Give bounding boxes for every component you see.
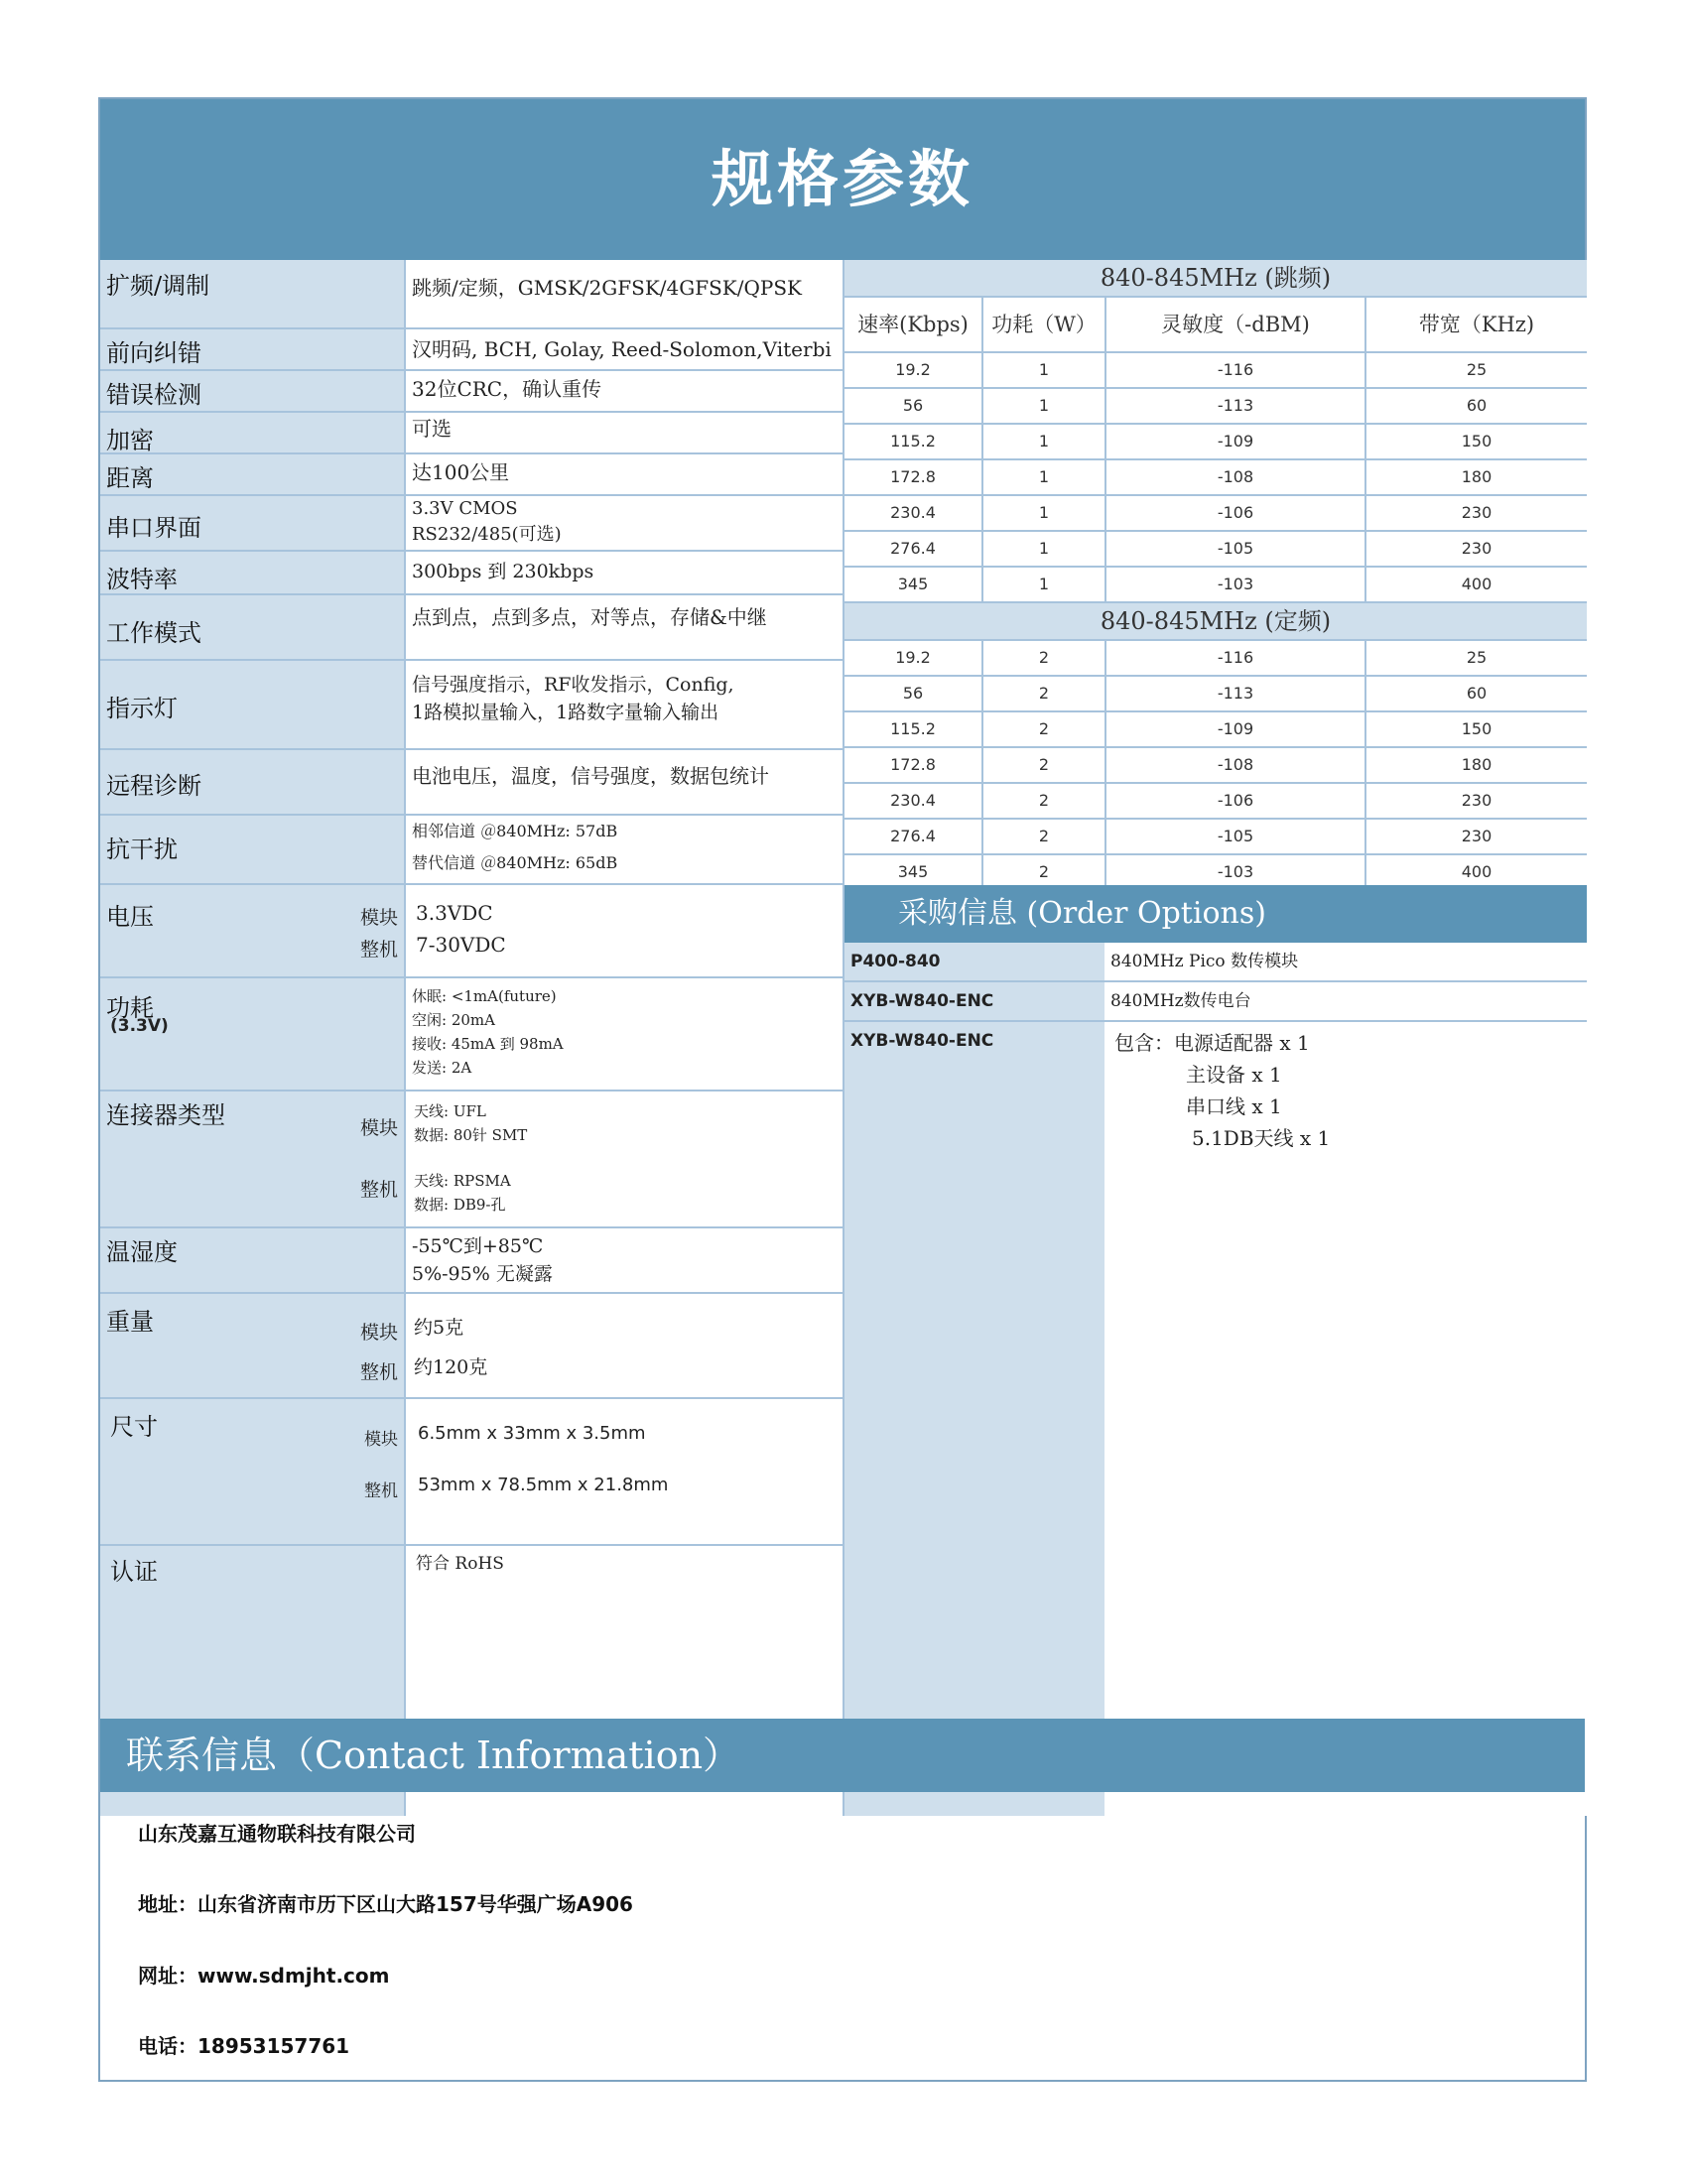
rf-table-row bbox=[844, 712, 1587, 748]
spec-value: 空闲: 20mA bbox=[412, 1011, 495, 1029]
cell-bandwidth: 60 bbox=[1364, 677, 1587, 710]
spec-value: 休眠: <1mA(future) bbox=[412, 987, 557, 1005]
cell-bandwidth: 400 bbox=[1364, 568, 1587, 601]
spec-value: 电池电压，温度，信号强度，数据包统计 bbox=[412, 764, 769, 788]
spec-value: 点到点，点到多点，对等点，存储&中继 bbox=[412, 605, 767, 629]
spec-value: 可选 bbox=[412, 417, 452, 441]
spec-row-temp bbox=[100, 1228, 843, 1294]
spec-label: 距离 bbox=[106, 464, 154, 492]
spec-sublabel: (3.3V) bbox=[110, 1016, 169, 1036]
rf-table-row bbox=[844, 460, 1587, 496]
header-sensitivity: 灵敏度（-dBM) bbox=[1104, 298, 1364, 351]
spec-value: 发送: 2A bbox=[412, 1059, 472, 1077]
cell-bandwidth: 150 bbox=[1364, 425, 1587, 458]
cell-bandwidth: 25 bbox=[1364, 641, 1587, 675]
rf-table-row bbox=[844, 784, 1587, 820]
spec-label: 错误检测 bbox=[106, 381, 201, 409]
order-row bbox=[844, 982, 1587, 1022]
cell-sensitivity: -116 bbox=[1104, 353, 1364, 387]
cell-power: 1 bbox=[981, 353, 1104, 387]
cell-bandwidth: 230 bbox=[1364, 784, 1587, 818]
order-code: XYB-W840-ENC bbox=[844, 982, 1104, 1020]
rf-table-row bbox=[844, 532, 1587, 568]
spec-row-power bbox=[100, 978, 843, 1092]
header-bandwidth: 带宽（KHz) bbox=[1364, 298, 1587, 351]
rf-table-row bbox=[844, 820, 1587, 855]
spec-label: 功耗 bbox=[106, 994, 154, 1022]
spec-row-diagnostics bbox=[100, 750, 843, 816]
order-options-title: 采购信息 (Order Options) bbox=[844, 885, 1587, 943]
module-label: 模块 bbox=[364, 1430, 398, 1450]
cell-power: 2 bbox=[981, 712, 1104, 746]
spec-value: 32位CRC，确认重传 bbox=[412, 377, 602, 401]
cell-bandwidth: 230 bbox=[1364, 532, 1587, 566]
header-rate: 速率(Kbps) bbox=[857, 313, 969, 336]
spec-value: -55℃到+85℃ bbox=[412, 1235, 544, 1257]
spec-row-connector bbox=[100, 1092, 843, 1228]
cell-rate: 115.2 bbox=[890, 432, 936, 450]
cell-power: 1 bbox=[981, 496, 1104, 530]
rf-table-row bbox=[844, 677, 1587, 712]
spec-row-mode bbox=[100, 595, 843, 661]
unit-label: 整机 bbox=[359, 939, 398, 961]
cell-bandwidth: 230 bbox=[1364, 820, 1587, 853]
spec-value: 相邻信道 ＠840MHz: 57dB bbox=[412, 822, 618, 840]
unit-label: 整机 bbox=[359, 1361, 398, 1383]
spec-value: 300bps 到 230kbps bbox=[412, 561, 594, 582]
cell-bandwidth: 25 bbox=[1364, 353, 1587, 387]
cell-power: 1 bbox=[981, 532, 1104, 566]
contact-website: 网址：www.sdmjht.com bbox=[138, 1964, 390, 1988]
spec-value: 3.3VDC bbox=[416, 901, 493, 925]
spec-label: 串口界面 bbox=[106, 514, 201, 542]
hop-table-title: 840-845MHz (跳频) bbox=[844, 260, 1587, 298]
include-item: 包含：电源适配器 x 1 bbox=[1114, 1031, 1310, 1055]
spec-row-serial bbox=[100, 496, 843, 552]
spec-row-size bbox=[100, 1399, 843, 1546]
spec-label: 指示灯 bbox=[106, 695, 178, 722]
cell-bandwidth: 230 bbox=[1364, 496, 1587, 530]
cell-power: 1 bbox=[981, 389, 1104, 423]
spec-row-indicator bbox=[100, 661, 843, 750]
spec-label: 温湿度 bbox=[106, 1238, 178, 1266]
contact-address: 地址：山东省济南市历下区山大路157号华强广场A906 bbox=[138, 1892, 633, 1916]
rf-table-row bbox=[844, 641, 1587, 677]
header-power: 功耗（W） bbox=[981, 298, 1104, 351]
order-row-includes bbox=[844, 1022, 1587, 1816]
spec-label: 抗干扰 bbox=[106, 835, 178, 863]
page-title: 规格参数 bbox=[100, 99, 1585, 260]
order-code: XYB-W840-ENC bbox=[844, 1022, 1104, 1816]
cell-sensitivity: -103 bbox=[1104, 855, 1364, 889]
spec-label: 扩频/调制 bbox=[106, 272, 210, 300]
spec-value: 数据: DB9-孔 bbox=[414, 1196, 506, 1214]
spec-label: 电压 bbox=[106, 903, 154, 931]
spec-table bbox=[100, 260, 843, 1816]
spec-row-weight bbox=[100, 1294, 843, 1399]
contact-phone: 电话：18953157761 bbox=[138, 2034, 350, 2058]
cell-power: 2 bbox=[981, 748, 1104, 782]
spec-label: 加密 bbox=[106, 427, 154, 454]
spec-value: 替代信道 ＠840MHz: 65dB bbox=[412, 853, 618, 872]
cell-bandwidth: 60 bbox=[1364, 389, 1587, 423]
cell-sensitivity: -116 bbox=[1104, 641, 1364, 675]
cell-sensitivity: -109 bbox=[1104, 712, 1364, 746]
spec-value: 汉明码, BCH, Golay, Reed-Solomon,Viterbi bbox=[412, 337, 832, 361]
order-desc: 840MHz数传电台 bbox=[1104, 982, 1587, 1020]
cell-sensitivity: -109 bbox=[1104, 425, 1364, 458]
spec-row-distance bbox=[100, 454, 843, 496]
cell-sensitivity: -103 bbox=[1104, 568, 1364, 601]
module-label: 模块 bbox=[359, 1322, 398, 1344]
spec-row-voltage bbox=[100, 885, 843, 978]
spec-value: 约120克 bbox=[414, 1356, 488, 1378]
cell-rate: 172.8 bbox=[890, 755, 936, 774]
spec-row-modulation bbox=[100, 260, 843, 329]
spec-value: 7-30VDC bbox=[416, 933, 506, 957]
cell-rate: 56 bbox=[902, 396, 924, 415]
cell-rate: 345 bbox=[897, 862, 929, 881]
cell-bandwidth: 180 bbox=[1364, 748, 1587, 782]
unit-label: 整机 bbox=[364, 1481, 398, 1501]
spec-value: 达100公里 bbox=[412, 460, 510, 484]
cell-sensitivity: -108 bbox=[1104, 460, 1364, 494]
cell-sensitivity: -113 bbox=[1104, 389, 1364, 423]
spec-row-interference bbox=[100, 816, 843, 885]
cell-power: 1 bbox=[981, 568, 1104, 601]
include-item: 串口线 x 1 bbox=[1186, 1094, 1282, 1118]
spec-value: 53mm x 78.5mm x 21.8mm bbox=[418, 1475, 669, 1495]
spec-row-error-detect bbox=[100, 371, 843, 413]
module-label: 模块 bbox=[359, 1117, 398, 1139]
order-row bbox=[844, 943, 1587, 982]
spec-value: RS232/485(可选) bbox=[412, 524, 562, 545]
spec-label: 远程诊断 bbox=[106, 772, 201, 800]
spec-value: 跳频/定频，GMSK/2GFSK/4GFSK/QPSK bbox=[412, 276, 802, 300]
spec-value: 约5克 bbox=[414, 1317, 464, 1339]
cell-rate: 276.4 bbox=[890, 539, 936, 558]
spec-value: 1路模拟量输入，1路数字量输入输出 bbox=[412, 702, 719, 723]
cell-bandwidth: 180 bbox=[1364, 460, 1587, 494]
cell-rate: 19.2 bbox=[895, 648, 931, 667]
cell-rate: 56 bbox=[902, 684, 924, 703]
cell-rate: 345 bbox=[897, 575, 929, 593]
spec-label: 连接器类型 bbox=[106, 1101, 225, 1129]
cell-rate: 230.4 bbox=[890, 503, 936, 522]
spec-label: 工作模式 bbox=[106, 619, 201, 647]
spec-label: 重量 bbox=[106, 1308, 154, 1336]
spec-value: 信号强度指示，RF收发指示，Config, bbox=[412, 674, 734, 696]
spec-value: 天线: RPSMA bbox=[414, 1172, 511, 1190]
spec-value: 接收: 45mA 到 98mA bbox=[412, 1035, 564, 1053]
rf-table-row bbox=[844, 353, 1587, 389]
cell-sensitivity: -106 bbox=[1104, 496, 1364, 530]
cell-rate: 115.2 bbox=[890, 719, 936, 738]
spec-value: 3.3V CMOS bbox=[412, 498, 518, 519]
spec-label: 认证 bbox=[110, 1558, 158, 1586]
cell-bandwidth: 150 bbox=[1364, 712, 1587, 746]
order-code: P400-840 bbox=[844, 943, 1104, 980]
cell-power: 2 bbox=[981, 641, 1104, 675]
cell-bandwidth: 400 bbox=[1364, 855, 1587, 889]
spec-row-encryption bbox=[100, 413, 843, 454]
cell-rate: 19.2 bbox=[895, 360, 931, 379]
spec-sheet bbox=[98, 97, 1587, 2082]
cell-power: 2 bbox=[981, 820, 1104, 853]
spec-value: 符合 RoHS bbox=[416, 1554, 504, 1574]
rf-table-row bbox=[844, 748, 1587, 784]
spec-row-baud bbox=[100, 552, 843, 595]
include-item: 5.1DB天线 x 1 bbox=[1192, 1126, 1331, 1150]
spec-label: 波特率 bbox=[106, 566, 178, 593]
rf-table-row bbox=[844, 496, 1587, 532]
cell-rate: 172.8 bbox=[890, 467, 936, 486]
rf-table-row bbox=[844, 568, 1587, 603]
module-label: 模块 bbox=[359, 907, 398, 929]
spec-label: 尺寸 bbox=[110, 1413, 158, 1441]
cell-power: 2 bbox=[981, 855, 1104, 889]
rf-and-order-panel bbox=[843, 260, 1585, 1816]
spec-row-fec bbox=[100, 329, 843, 371]
cell-sensitivity: -106 bbox=[1104, 784, 1364, 818]
order-desc: 840MHz Pico 数传模块 bbox=[1104, 943, 1587, 980]
rf-table-row bbox=[844, 425, 1587, 460]
cell-sensitivity: -108 bbox=[1104, 748, 1364, 782]
contact-title: 联系信息（Contact Information） bbox=[100, 1719, 1585, 1792]
unit-label: 整机 bbox=[359, 1179, 398, 1201]
spec-label: 前向纠错 bbox=[106, 339, 201, 367]
cell-power: 1 bbox=[981, 460, 1104, 494]
spec-value: 5%-95% 无凝露 bbox=[412, 1263, 553, 1285]
cell-power: 2 bbox=[981, 784, 1104, 818]
cell-rate: 276.4 bbox=[890, 827, 936, 845]
cell-sensitivity: -105 bbox=[1104, 532, 1364, 566]
rf-table-row bbox=[844, 389, 1587, 425]
spec-value: 天线: UFL bbox=[414, 1102, 486, 1120]
cell-sensitivity: -105 bbox=[1104, 820, 1364, 853]
fixed-table-title: 840-845MHz (定频) bbox=[844, 603, 1587, 641]
contact-company: 山东茂嘉互通物联科技有限公司 bbox=[138, 1822, 416, 1846]
cell-rate: 230.4 bbox=[890, 791, 936, 810]
order-includes bbox=[1104, 1022, 1587, 1816]
spec-value: 数据: 80针 SMT bbox=[414, 1126, 528, 1144]
cell-power: 1 bbox=[981, 425, 1104, 458]
cell-power: 2 bbox=[981, 677, 1104, 710]
spec-value: 6.5mm x 33mm x 3.5mm bbox=[418, 1423, 646, 1444]
include-item: 主设备 x 1 bbox=[1186, 1063, 1282, 1087]
rf-table-header bbox=[844, 298, 1587, 353]
cell-sensitivity: -113 bbox=[1104, 677, 1364, 710]
